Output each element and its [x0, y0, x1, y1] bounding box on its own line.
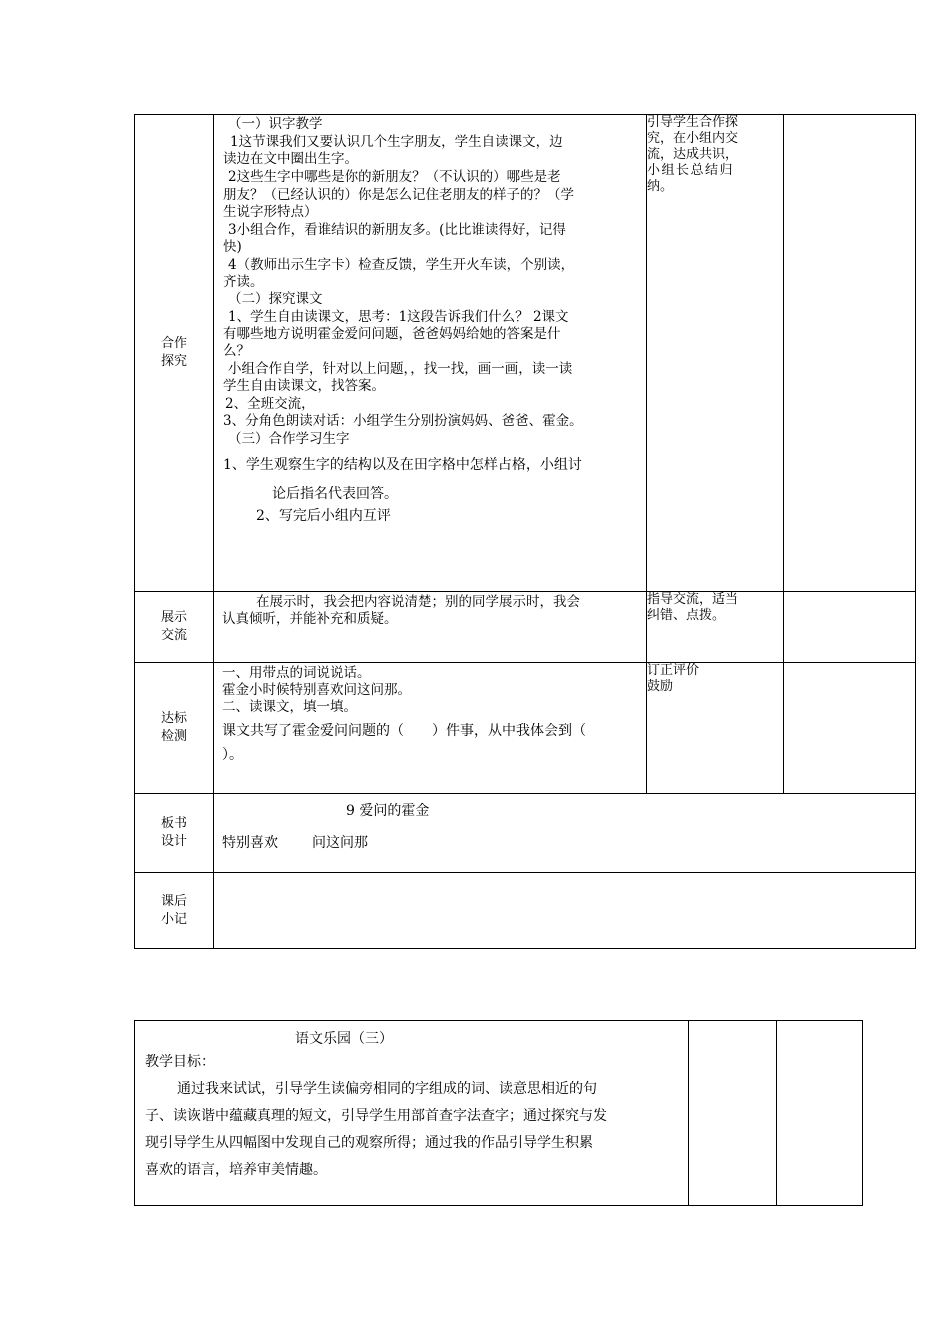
content-line: 霍金小时候特别喜欢问这问那。 — [222, 682, 411, 698]
note-line: 订正评价 — [647, 663, 700, 678]
content-line: 4（教师出示生字卡）检查反馈，学生开火车读，个别读， — [228, 257, 575, 273]
label-line: 设计 — [160, 834, 187, 849]
content-line: 学生自由读课文，找答案。 — [223, 378, 385, 394]
content-line: 2这些生字中哪些是你的新朋友？（不认识的）哪些是老 — [228, 169, 561, 185]
content-line: 生说字形特点） — [223, 204, 318, 220]
section-heading: （三）合作学习生字 — [228, 431, 350, 447]
content-line: 读边在文中圈出生字。 — [223, 151, 358, 167]
board-word: 特别喜欢 — [222, 835, 278, 851]
content-line: 1、学生观察生字的结构以及在田字格中怎样占格，小组讨 — [223, 457, 582, 473]
content-line: 课文共写了霍金爱问问题的（ ）件事，从中我体会到（ — [222, 723, 586, 739]
row-label-board — [135, 794, 214, 873]
section-heading: （二）探究课文 — [228, 291, 323, 307]
row-label-cooperate — [135, 115, 214, 592]
content-line: 2、写完后小组内互评 — [256, 508, 391, 524]
content-line: 齐读。 — [223, 274, 264, 290]
board-words — [222, 834, 915, 852]
label-line: 交流 — [160, 628, 187, 643]
content-line: 1、学生自由读课文，思考：1这段告诉我们什么？ 2课文 — [228, 309, 569, 325]
section-heading: （一）识字教学 — [228, 116, 323, 132]
goal-line: 通过我来试试，引导学生读偏旁相同的字组成的词、读意思相近的句 — [177, 1081, 597, 1097]
board-content — [214, 794, 916, 873]
note-line: 小组长总结归 — [647, 163, 735, 178]
cooperate-note — [647, 115, 784, 592]
empty-cell — [784, 115, 916, 592]
content-line: 论后指名代表回答。 — [272, 486, 398, 502]
show-note — [647, 592, 784, 663]
content-line: ）。 — [222, 747, 243, 763]
empty-cell — [784, 663, 916, 794]
content-line: 2、全班交流， — [225, 396, 315, 412]
check-content — [214, 663, 647, 794]
check-note — [647, 663, 784, 794]
board-title: 9 爱问的霍金 — [346, 803, 430, 819]
label-line: 课后 — [160, 893, 187, 909]
goal-content — [135, 1021, 689, 1206]
row-board-design — [135, 794, 916, 873]
content-line: 3小组合作，看谁结识的新朋友多。(比比谁读得好，记得 — [228, 222, 566, 238]
note-line: 纠错、点拨。 — [647, 608, 726, 623]
row-label-show — [135, 592, 214, 663]
row-label-check — [135, 663, 214, 794]
cooperate-content — [214, 115, 647, 592]
show-content — [214, 592, 647, 663]
label-line: 展示 — [160, 610, 187, 625]
note-line: 究，在小组内交 — [647, 131, 739, 146]
label-line: 检测 — [160, 729, 187, 744]
goal-row — [135, 1021, 863, 1206]
content-line: 有哪些地方说明霍金爱问问题，爸爸妈妈给她的答案是什 — [223, 326, 561, 342]
row-show-exchange — [135, 592, 916, 663]
note-line: 纳。 — [647, 179, 674, 194]
content-line: 快) — [223, 239, 242, 255]
board-word: 问这问那 — [312, 835, 368, 851]
content-line: 么？ — [223, 343, 250, 359]
note-line: 鼓励 — [647, 679, 674, 694]
label-line: 探究 — [160, 354, 187, 369]
row-label-after — [135, 873, 214, 949]
content-line: 在展示时，我会把内容说清楚；别的同学展示时，我会 — [256, 594, 580, 610]
lesson-goal-table — [134, 1020, 863, 1206]
after-class-content — [214, 873, 916, 949]
label-line: 达标 — [160, 711, 187, 726]
content-line: 认真倾听，并能补充和质疑。 — [222, 611, 398, 627]
empty-cell — [689, 1021, 777, 1206]
goal-line: 现引导学生从四幅图中发现自己的观察所得；通过我的作品引导学生积累 — [145, 1135, 593, 1151]
row-check — [135, 663, 916, 794]
goal-line: 子、读诙谐中蕴藏真理的短文，引导学生用部首查字法查字；通过探究与发 — [145, 1108, 607, 1124]
content-line: 二、读课文，填一填。 — [222, 699, 357, 715]
lesson-plan-table — [134, 114, 916, 949]
note-line: 引导学生合作探 — [647, 115, 739, 130]
goal-line: 喜欢的语言，培养审美情趣。 — [145, 1162, 327, 1178]
empty-cell — [784, 592, 916, 663]
row-cooperate-explore — [135, 115, 916, 592]
note-line: 指导交流，适当 — [647, 592, 739, 607]
label-line: 合作 — [160, 336, 187, 351]
label-line: 小记 — [160, 911, 187, 927]
label-line: 板书 — [160, 816, 187, 831]
row-after-class — [135, 873, 916, 949]
note-line: 流，达成共识， — [647, 147, 739, 162]
goal-label: 教学目标： — [145, 1054, 215, 1070]
content-line: 朋友？（已经认识的）你是怎么记住老朋友的样子的？（学 — [223, 187, 574, 203]
content-line: 3、分角色朗读对话：小组学生分别扮演妈妈、爸爸、霍金。 — [223, 413, 583, 429]
lesson-title: 语文乐园（三） — [295, 1031, 393, 1047]
content-line: 1这节课我们又要认识几个生字朋友，学生自读课文，边 — [230, 134, 563, 150]
content-line: 一、用带点的词说说话。 — [222, 665, 371, 681]
content-line: 小组合作自学，针对以上问题，，找一找，画一画，读一读 — [228, 361, 573, 377]
empty-cell — [777, 1021, 863, 1206]
